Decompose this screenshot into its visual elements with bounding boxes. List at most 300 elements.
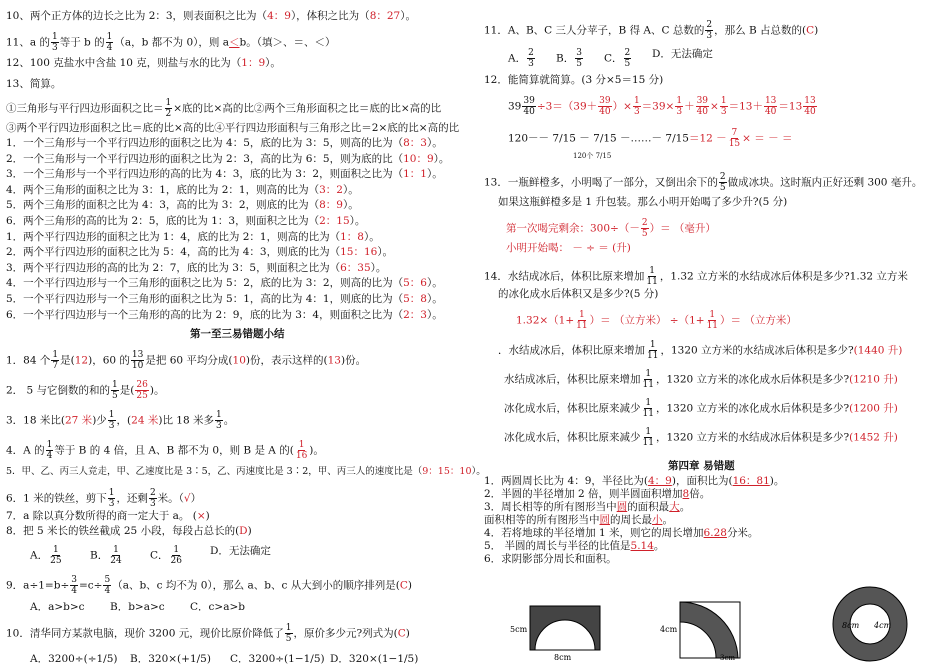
text-run: 1：1 [403, 168, 427, 181]
text-run: 是把 60 平均分成( [145, 354, 233, 367]
ice-question [504, 398, 898, 419]
text-run: 11．A、B、C 三人分苹子，B 得 A、C 总数的 [484, 24, 705, 37]
q12 [484, 74, 663, 87]
text-run: 8．把 5 米长的铁丝截成 25 小段，每段占总长的( [6, 525, 240, 538]
ratio-question [6, 199, 359, 212]
text-run: 分米。 [726, 527, 759, 539]
text-run: 3．18 米比( [6, 414, 65, 427]
fraction: $\frac{1}{24}$ [110, 545, 122, 567]
text-run: 是( [60, 354, 75, 367]
q10-option [130, 653, 211, 666]
text-run: C [397, 627, 406, 640]
q9-option [190, 601, 245, 614]
text-run: 13 [327, 354, 341, 367]
fig1-height-label: 5cm [510, 625, 528, 634]
q10-option [330, 653, 418, 666]
text-run: ，1320 立方米的冰化成水后体积是多少? [655, 373, 850, 386]
text-run: ＝13＋ [728, 100, 763, 113]
q13-a [484, 172, 922, 193]
text-run: 圆 [599, 514, 610, 526]
text-run: × ＝ － ＝ [742, 132, 793, 145]
text-run: C．3200÷(1−1/5) [230, 653, 325, 666]
text-run: 2． 5 与它倒数的和的 [6, 384, 111, 397]
text-run: 4：9 [647, 475, 672, 487]
fraction: $\frac{1}{11}$ [706, 310, 719, 331]
text-run: 。 [662, 514, 673, 526]
text-run: D．无法确定 [210, 545, 271, 558]
ratio-question [6, 153, 449, 166]
text-run: 6：35 [340, 261, 371, 274]
text-run: 倍。 [689, 488, 711, 500]
chapter-4-item [484, 553, 617, 566]
formula-3-4 [6, 122, 459, 135]
text-run: )。 [309, 444, 324, 457]
fraction: $\frac{13}{40}$ [804, 96, 816, 117]
q9-option [30, 601, 85, 614]
q8-option [90, 545, 124, 566]
text-run: 米。（ [157, 492, 184, 505]
text-run: B． [90, 549, 109, 562]
fig2-side-label: 4cm [660, 625, 678, 634]
text-run: 13、简算。 [6, 78, 62, 90]
text-run: )，面积比为( [671, 475, 733, 487]
fraction: $\frac{13}{40}$ [764, 96, 777, 117]
figure-ring [830, 584, 910, 664]
text-run: 水结成冰后，体积比原来增加 [504, 373, 641, 386]
q5 [6, 465, 486, 478]
text-run: ） [190, 492, 202, 505]
text-run: 小 [652, 514, 663, 526]
chapter-4-item [484, 475, 784, 488]
text-run: 小明开始喝： － ÷ ＝ (升) [506, 242, 631, 254]
q1 [6, 350, 366, 371]
text-run: ×底的比×高的比②两个三角形面积之比＝底的比×高的比 [173, 102, 442, 115]
ice-question [498, 340, 902, 361]
chapter-4-title [668, 460, 735, 473]
text-run: ) [205, 510, 210, 523]
q10 [6, 623, 410, 644]
fig1-width-label: 8cm [554, 653, 572, 662]
fig3-outer-label: 8cm [842, 621, 860, 630]
text-run: b。（填＞、＝、＜） [239, 36, 336, 49]
fraction: $\frac{39}{40}$ [696, 96, 709, 117]
fraction: $\frac{2}{5}$ [641, 218, 648, 239]
text-run: B． [556, 52, 575, 65]
question-10 [6, 10, 416, 23]
text-run: 4：9 [267, 10, 291, 22]
q11-option [556, 48, 584, 69]
text-run: ），体积之比为（ [290, 10, 370, 22]
text-run: 的面积最 [627, 501, 670, 513]
text-run: ) [405, 627, 410, 640]
text-run: (1200 升) [849, 402, 898, 415]
text-run: D．320×(1−1/5) [330, 653, 419, 666]
text-run: ，1.32 立方米的水结成冰后体积是多少?1.32 立方米 [659, 270, 908, 283]
text-run: ＝12 － [688, 132, 727, 145]
text-run: － 7/15 － 7/15 －……－ 7/15 [538, 132, 689, 145]
q8-option [210, 545, 271, 558]
figure-quarter-ring [658, 598, 758, 662]
q11 [484, 20, 818, 41]
text-run: 2．半圆的半径增加 2 倍，则半圆面积增加 [484, 488, 683, 500]
question-13 [6, 78, 61, 91]
ratio-question [6, 184, 359, 197]
text-run: 6．求阴影部分周长和面积。 [484, 553, 617, 565]
chapter-4-item [484, 501, 690, 514]
text-run: 13．一瓶鲜橙多，小明喝了一部分，又倒出余下的 [484, 176, 718, 189]
fraction: $\frac{3}{5}$ [576, 48, 582, 69]
ratio-question [6, 309, 443, 322]
text-run: 的冰化成水后体积又是多少?(5 分) [498, 288, 659, 300]
ratio-question [6, 246, 393, 259]
text-run: 9：15：10 [422, 466, 472, 478]
text-run: ，1320 立方米的水结成冰后体积是多少? [655, 431, 850, 444]
text-run: 第一至三易错题小结 [190, 328, 285, 341]
fraction: $\frac{1}{11}$ [647, 340, 659, 361]
text-run: 6.28 [703, 527, 727, 539]
text-run: A． [30, 549, 49, 562]
text-run: 8：3 [403, 137, 427, 149]
text-run: 5．一个平行四边形与一个三角形的面积之比为 5：1，高的比为 4：1，则底的比为（ [6, 293, 404, 305]
text-run: 15：16 [340, 246, 378, 259]
ratio-question [6, 262, 386, 275]
fraction: $\frac{1}{3}$ [51, 32, 58, 53]
ratio-question [6, 137, 443, 150]
fraction: $\frac{1}{11}$ [642, 427, 654, 448]
q14-b [498, 288, 658, 301]
text-run: 1．两个平行四边形的面积之比为 1：4，底的比为 2：1，则高的比为（ [6, 230, 341, 243]
text-run: D．无法确定 [652, 48, 713, 60]
text-run: 冰化成水后，体积比原来减少 [504, 431, 641, 444]
text-run: 8：27 [369, 10, 401, 22]
text-run: ＝39× [641, 100, 675, 113]
q10-option [30, 653, 118, 666]
text-run: 。 [223, 414, 235, 427]
q11-option [508, 48, 536, 69]
chapter-4-item [484, 488, 710, 501]
question-11 [6, 32, 336, 53]
fraction: $\frac{5}{4}$ [104, 575, 111, 597]
text-run: 3．一个三角形与一个平行四边形的高的比为 4：3，底的比为 3：2，则面积之比为（ [6, 168, 404, 181]
fraction: $\frac{1}{3}$ [108, 488, 115, 510]
text-run: ）。 [426, 168, 443, 181]
text-run: 16：81 [732, 475, 770, 487]
text-run: √ [183, 492, 191, 505]
text-run: 4．若将地球的半径增加 1 米，则它的周长增加 [484, 527, 704, 539]
text-run: ）。 [400, 10, 416, 22]
fraction: $\frac{1}{3}$ [676, 96, 683, 117]
text-run: 1．两圆周长比为 4：9，半径比为( [484, 475, 648, 487]
fraction: $\frac{1}{3}$ [720, 96, 727, 117]
text-run: ，那么 B 占总数的( [714, 24, 807, 37]
text-run: ．水结成冰后，体积比原来增加 [498, 344, 645, 357]
calc-2 [508, 128, 792, 149]
q9-option [110, 601, 165, 614]
fraction: $\frac{13}{10}$ [131, 350, 144, 372]
fraction: $\frac{1}{11}$ [646, 266, 658, 287]
text-run: 。 [653, 540, 665, 552]
text-run: 10、两个正方体的边长之比为 2：3，则表面积之比为（ [6, 10, 268, 22]
fraction: $\frac{1}{3}$ [633, 96, 640, 117]
text-run: 冰化成水后，体积比原来减少 [504, 402, 641, 415]
text-run: ）。 [426, 293, 443, 305]
fraction: $\frac{1}{3}$ [108, 410, 115, 432]
text-run: ）。 [433, 152, 450, 165]
q13-c [506, 218, 716, 239]
text-run: × [196, 510, 206, 523]
fig3-inner-label: 4cm [874, 621, 892, 630]
q13-d [506, 242, 631, 255]
text-run: 如果这瓶鲜橙多是 1 升包装。那么小明开始喝了多少升?(5 分) [498, 196, 788, 208]
text-run: 3．周长相等的所有图形当中 [484, 501, 617, 513]
q11-option [652, 48, 713, 61]
text-run: B．b>a>c [110, 601, 165, 614]
text-run: 120个 7/15 [573, 152, 612, 160]
fraction: $\frac{2}{3}$ [528, 48, 534, 69]
text-run: 6．1 米的铁丝，剪下 [6, 492, 107, 505]
text-run: ①三角形与平行四边形面积之比＝ [6, 102, 164, 115]
fraction: $\frac{1}{11}$ [576, 310, 588, 331]
text-run: 8：9 [319, 199, 343, 212]
text-run: ）。 [426, 277, 443, 290]
text-run: 4．一个平行四边形与一个三角形的面积之比为 5：2，底的比为 3：2，则高的比为（ [6, 277, 404, 290]
text-run: ）。 [426, 308, 443, 321]
fraction: $\frac{26}{25}$ [136, 380, 148, 402]
text-run: ）＝ （立方米） [720, 314, 797, 327]
ratio-question [6, 277, 443, 290]
text-run: 10．清华同方某款电脑，现价 3200 元，现价比原价降低了 [6, 627, 284, 640]
text-run: 第一次喝完剩余：300÷（－ [506, 222, 640, 235]
fraction: $\frac{39}{40}$ [599, 96, 611, 117]
fraction: $\frac{1}{7}$ [52, 350, 59, 372]
text-run: 10 [232, 354, 246, 367]
text-run: ）。 [363, 230, 380, 243]
q2 [6, 380, 164, 401]
q3 [6, 410, 234, 431]
text-run: 8 [682, 488, 690, 500]
text-run: A．3200÷(÷1/5) [30, 653, 118, 666]
text-run: )。 [149, 384, 165, 397]
q14-a [484, 266, 908, 287]
q11-option [604, 48, 632, 69]
fraction: $\frac{1}{26}$ [170, 545, 182, 567]
fraction: $\frac{1}{5}$ [112, 380, 118, 402]
text-run: 10：9 [403, 152, 434, 165]
text-run: 3：2 [319, 183, 343, 196]
text-run: 11、a 的 [6, 36, 50, 49]
text-run: 7．a 除以真分数所得的商一定大于 a。 ( [6, 510, 197, 523]
text-run: (1452 升) [849, 431, 898, 444]
text-run: 4．A 的 [6, 444, 45, 457]
text-run: 24 米 [131, 414, 159, 427]
text-run: 。 [679, 501, 691, 513]
text-run: 5.14 [630, 540, 654, 552]
text-run: ）＝ （毫升） [649, 222, 716, 235]
q7 [6, 510, 210, 523]
text-run: D [239, 525, 248, 538]
fraction: $\frac{2}{3}$ [149, 488, 156, 510]
text-run: 9．a÷1=b÷ [6, 579, 70, 592]
text-run: B．320×(+1/5) [130, 653, 211, 666]
text-run: 4．两个三角形的面积之比为 3：1，底的比为 2：1，则高的比为（ [6, 183, 320, 196]
fraction: $\frac{7}{15}$ [728, 128, 741, 149]
text-run: 1．84 个 [6, 354, 51, 367]
text-run: A． [508, 52, 527, 65]
text-run: 等于 b 的 [59, 36, 105, 49]
text-run: (1440 升) [853, 344, 903, 357]
q9 [6, 575, 412, 596]
q8 [6, 525, 252, 538]
text-run: 等于 B 的 4 倍，且 A、B 都不为 0，则 B 是 A 的( [54, 444, 294, 457]
ratio-question [6, 215, 365, 228]
q6 [6, 488, 201, 509]
text-run: )比 18 米多 [158, 414, 214, 427]
fraction: $\frac{3}{4}$ [71, 575, 77, 597]
text-run: C [399, 579, 408, 592]
q13-b [498, 196, 787, 209]
text-run: 1．一个三角形与一个平行四边形的面积之比为 4：5，底的比为 3：5，则高的比为（ [6, 137, 404, 149]
text-run: ）。 [426, 137, 443, 149]
text-run: 1：8 [340, 230, 364, 243]
text-run: 12 [74, 354, 89, 367]
ratio-question [6, 293, 443, 306]
fraction: $\frac{1}{2}$ [165, 98, 172, 119]
q10-option [230, 653, 325, 666]
fraction: $\frac{1}{11}$ [642, 369, 654, 390]
text-run: ＝13 [778, 100, 803, 113]
fraction: $\frac{1}{16}$ [295, 440, 308, 462]
text-run: （a，b 都不为 0），则 a [114, 36, 230, 49]
text-run: C．c>a>b [190, 601, 245, 614]
ice-question [504, 369, 898, 390]
chapter-4-item [484, 514, 673, 527]
fraction: $\frac{2}{5}$ [624, 48, 631, 69]
text-run: 12、100 克盐水中含盐 10 克，则盐与水的比为（ [6, 57, 242, 69]
text-run: ）。 [370, 261, 387, 274]
text-run: ) [407, 579, 412, 592]
text-run: ＋ [684, 100, 695, 113]
text-run: ）。 [342, 199, 359, 212]
text-run: × [710, 100, 719, 113]
question-12 [6, 57, 281, 70]
text-run: ) [88, 354, 93, 367]
fraction: $\frac{1}{11}$ [642, 398, 654, 419]
q8-option [30, 545, 64, 566]
text-run: 39 [508, 100, 522, 113]
fig2-bottom-label: 3cm [720, 654, 736, 662]
text-run: 5：8 [403, 293, 427, 305]
fraction: $\frac{1}{4}$ [106, 32, 113, 53]
fraction: $\frac{2}{5}$ [719, 172, 726, 193]
text-run: ＜ [229, 36, 240, 49]
text-run: 2．一个三角形与一个平行四边形的面积之比为 2：3，高的比为 6：5，则为底的比（ [6, 152, 404, 165]
fraction: $\frac{39}{40}$ [523, 96, 535, 117]
chapter-4-item [484, 527, 758, 540]
q14-c [516, 310, 797, 331]
text-run: 是( [119, 384, 135, 397]
text-run: 2：15 [319, 215, 350, 227]
text-run: 做成冰块。这时瓶内正好还剩 300 毫升。 [727, 176, 923, 189]
text-run: ）。 [349, 215, 366, 227]
text-run: 1：9 [241, 57, 266, 69]
text-run: ）× [612, 100, 632, 113]
text-run: ÷3＝（39＋ [536, 100, 598, 113]
fraction: $\frac{1}{3}$ [215, 410, 222, 432]
text-run: ) [247, 525, 252, 538]
text-run: 27 米 [64, 414, 93, 427]
text-run: 面积相等的所有图形当中 [484, 514, 600, 526]
text-run: C． [150, 549, 169, 562]
text-run: ③两个平行四边形面积之比＝底的比×高的比④平行四边形面积与三角形之比＝2×底的比×高的比 [6, 122, 460, 134]
text-run: )少 [92, 414, 107, 427]
text-run: C [806, 24, 815, 37]
text-run: ）＝ （立方米） ÷（1+ [589, 314, 705, 327]
fraction: $\frac{1}{25}$ [50, 545, 62, 567]
text-run: 1.32×（1+ [516, 314, 575, 327]
text-run: 5． 半圆的周长与半径的比值是 [484, 540, 631, 552]
fraction: $\frac{1}{5}$ [285, 623, 292, 645]
text-run: ，1320 立方米的冰化成水后体积是多少? [655, 402, 850, 415]
text-run: （a、b、c 均不为 0），那么 a、b、c 从大到小的顺序排列是( [112, 579, 400, 592]
text-run: ）。 [265, 57, 281, 69]
text-run: 6．两个三角形的高的比为 2：5，底的比为 1：3，则面积之比为（ [6, 215, 320, 227]
text-run: ，原价多少元?列式为( [293, 627, 398, 640]
text-run: 6．一个平行四边形与一个三角形的高的比为 2：9，底的比为 3：4，则面积之比为（ [6, 308, 404, 321]
chapter-4-item [484, 540, 664, 553]
text-run: ）。 [342, 183, 359, 196]
q4 [6, 440, 324, 461]
text-run: ，1320 立方米的水结成冰后体积是多少? [660, 344, 854, 357]
text-run: 的周长最 [610, 514, 652, 526]
text-run: 圆 [616, 501, 628, 513]
text-run: (1210 升) [849, 373, 898, 386]
text-run: 第四章 易错题 [668, 460, 735, 472]
q8-option [150, 545, 184, 566]
section-title [190, 328, 285, 341]
text-run: )份。 [340, 354, 367, 367]
text-run: 5：6 [403, 277, 427, 290]
ratio-question [6, 231, 380, 244]
text-run: ）。 [471, 466, 486, 478]
text-run: )。 [769, 475, 785, 487]
text-run: =c÷ [78, 579, 103, 592]
calc-1 [508, 96, 818, 117]
text-run: 3．两个平行四边形的高的比为 2：7，底的比为 3：5，则面积之比为（ [6, 261, 341, 274]
formula-1-2 [6, 98, 441, 119]
text-run: ，60 的 [92, 354, 130, 367]
text-run: ）。 [377, 246, 394, 259]
text-run: 2：3 [403, 308, 427, 321]
text-run: 120－ [508, 132, 539, 145]
text-run: ) [814, 24, 819, 37]
text-run: A．a>b>c [30, 601, 85, 614]
fraction: $\frac{2}{3}$ [706, 20, 713, 41]
fraction: $\frac{1}{4}$ [46, 440, 53, 462]
text-run: 5．甲、乙、丙三人竞走，甲、乙速度比是 3∶5，乙、丙速度比是 3∶2，甲、丙三人的速度比是（ [6, 466, 423, 478]
figure-rect-semicircle [508, 600, 608, 662]
text-run: ，还剩 [116, 492, 148, 505]
text-run: C． [604, 52, 623, 65]
text-run: 大 [669, 501, 680, 513]
text-run: )份，表示这样的( [245, 354, 328, 367]
text-run: ，( [116, 414, 132, 427]
text-run: 2．两个平行四边形的面积之比为 5：4，高的比为 4：3，则底的比为（ [6, 246, 341, 259]
ratio-question [6, 168, 443, 181]
text-run: 12．能简算就简算。(3 分×5＝15 分) [484, 74, 664, 86]
text-run: 14．水结成冰后，体积比原来增加 [484, 270, 645, 283]
text-run: 5．两个三角形的面积之比为 4：3，高的比为 3：2，则底的比为（ [6, 199, 320, 212]
calc-2-brace [573, 150, 611, 163]
